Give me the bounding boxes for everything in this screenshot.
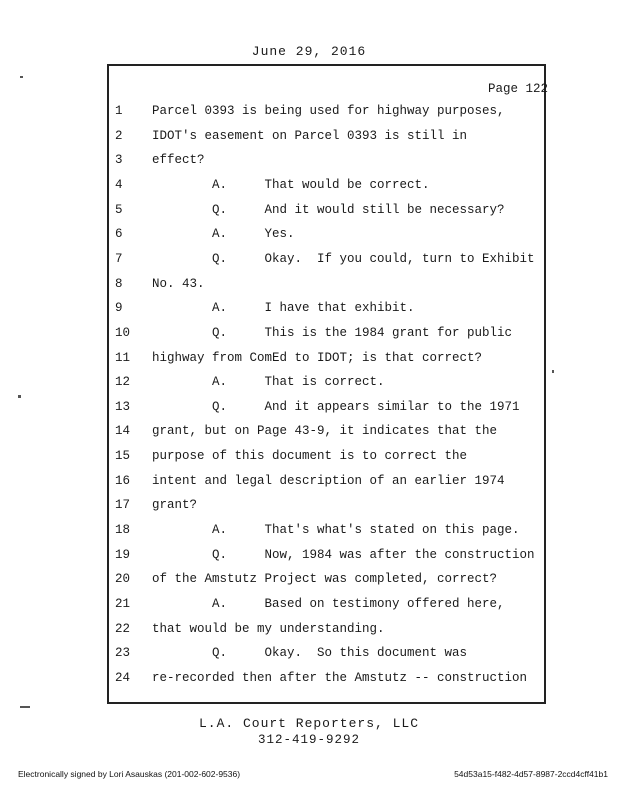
line-text: No. 43.	[152, 276, 205, 291]
line-text: A. I have that exhibit.	[152, 301, 415, 316]
line-number: 19	[115, 547, 131, 562]
transcript-line	[107, 322, 567, 344]
transcript-line	[107, 445, 567, 467]
transcript-line	[107, 618, 567, 640]
transcript-line	[107, 371, 567, 393]
line-number: 12	[115, 375, 131, 390]
line-text: purpose of this document is to correct the	[152, 449, 468, 464]
line-text: IDOT's easement on Parcel 0393 is still in	[152, 128, 468, 143]
transcript-line	[107, 248, 567, 270]
line-text: Parcel 0393 is being used for highway purposes,	[152, 104, 505, 118]
transcript-line	[107, 568, 567, 590]
line-text: grant, but on Page 43-9, it indicates that the	[152, 424, 498, 439]
transcript-line	[107, 494, 567, 516]
header-date: June 29, 2016	[251, 44, 367, 59]
line-text: A. That is correct.	[152, 375, 385, 390]
line-text: highway from ComEd to IDOT; is that correct?	[152, 350, 483, 365]
footer-phone: 312-419-9292	[257, 733, 360, 747]
scan-speck	[18, 395, 21, 398]
line-text: intent and legal description of an earlier 1974	[152, 473, 505, 488]
transcript-line	[107, 149, 567, 171]
line-number: 1	[115, 104, 123, 118]
line-number: 22	[115, 621, 131, 636]
transcript-line	[107, 420, 567, 442]
line-number: 20	[115, 572, 131, 587]
line-text: Q. And it would still be necessary?	[152, 202, 505, 217]
line-text: re-recorded then after the Amstutz -- construction	[152, 670, 528, 685]
transcript-line	[107, 470, 567, 492]
line-number: 4	[115, 177, 123, 192]
line-number: 9	[115, 301, 123, 316]
transcript-line	[107, 273, 567, 295]
line-text: Q. Okay. If you could, turn to Exhibit	[152, 251, 535, 266]
line-text: A. That would be correct.	[152, 177, 430, 192]
line-text: Q. And it appears similar to the 1971	[152, 399, 520, 414]
electronic-signature-note: Electronically signed by Lori Asauskas (201-002-602-9536)	[18, 769, 241, 779]
footer-company: L.A. Court Reporters, LLC	[198, 716, 420, 731]
transcript-line	[107, 544, 567, 566]
line-number: 18	[115, 523, 131, 538]
line-text: Q. This is the 1984 grant for public	[152, 325, 513, 340]
line-text: A. That's what's stated on this page.	[152, 523, 520, 538]
transcript-line	[107, 593, 567, 615]
transcript-line	[107, 347, 567, 369]
document-id: 54d53a15-f482-4d57-8987-2ccd4cff41b1	[454, 769, 608, 779]
line-text: Q. Okay. So this document was	[152, 646, 468, 661]
scan-speck	[552, 370, 554, 373]
transcript-line	[107, 396, 567, 418]
line-number: 15	[115, 449, 131, 464]
line-number: 6	[115, 227, 123, 242]
line-number: 10	[115, 325, 131, 340]
transcript-line	[107, 174, 567, 196]
line-number: 13	[115, 399, 131, 414]
transcript-line	[107, 642, 567, 664]
transcript-line	[107, 100, 567, 122]
line-number: 7	[115, 251, 123, 266]
transcript-line	[107, 519, 567, 541]
line-number: 24	[115, 670, 131, 685]
scan-speck	[20, 76, 23, 78]
transcript-line	[107, 223, 567, 245]
line-number: 14	[115, 424, 131, 439]
line-text: A. Yes.	[152, 227, 295, 242]
line-number: 21	[115, 597, 131, 611]
line-number: 11	[115, 350, 131, 365]
line-text: effect?	[152, 153, 205, 168]
line-number: 17	[115, 498, 131, 513]
transcript-line	[107, 297, 567, 319]
scan-speck	[20, 706, 30, 708]
transcript-line	[107, 667, 567, 689]
line-number: 23	[115, 646, 131, 661]
transcript-line	[107, 199, 567, 221]
transcript-line	[107, 125, 567, 147]
line-number: 2	[115, 128, 123, 143]
page-number: Page 122	[487, 82, 548, 96]
line-number: 3	[115, 153, 123, 168]
line-text: Q. Now, 1984 was after the construction	[152, 547, 535, 562]
line-text: A. Based on testimony offered here,	[152, 597, 505, 611]
line-text: grant?	[152, 498, 198, 513]
line-number: 16	[115, 473, 131, 488]
line-text: of the Amstutz Project was completed, correct?	[152, 572, 498, 587]
line-number: 5	[115, 202, 123, 217]
line-text: that would be my understanding.	[152, 621, 385, 636]
line-number: 8	[115, 276, 123, 291]
